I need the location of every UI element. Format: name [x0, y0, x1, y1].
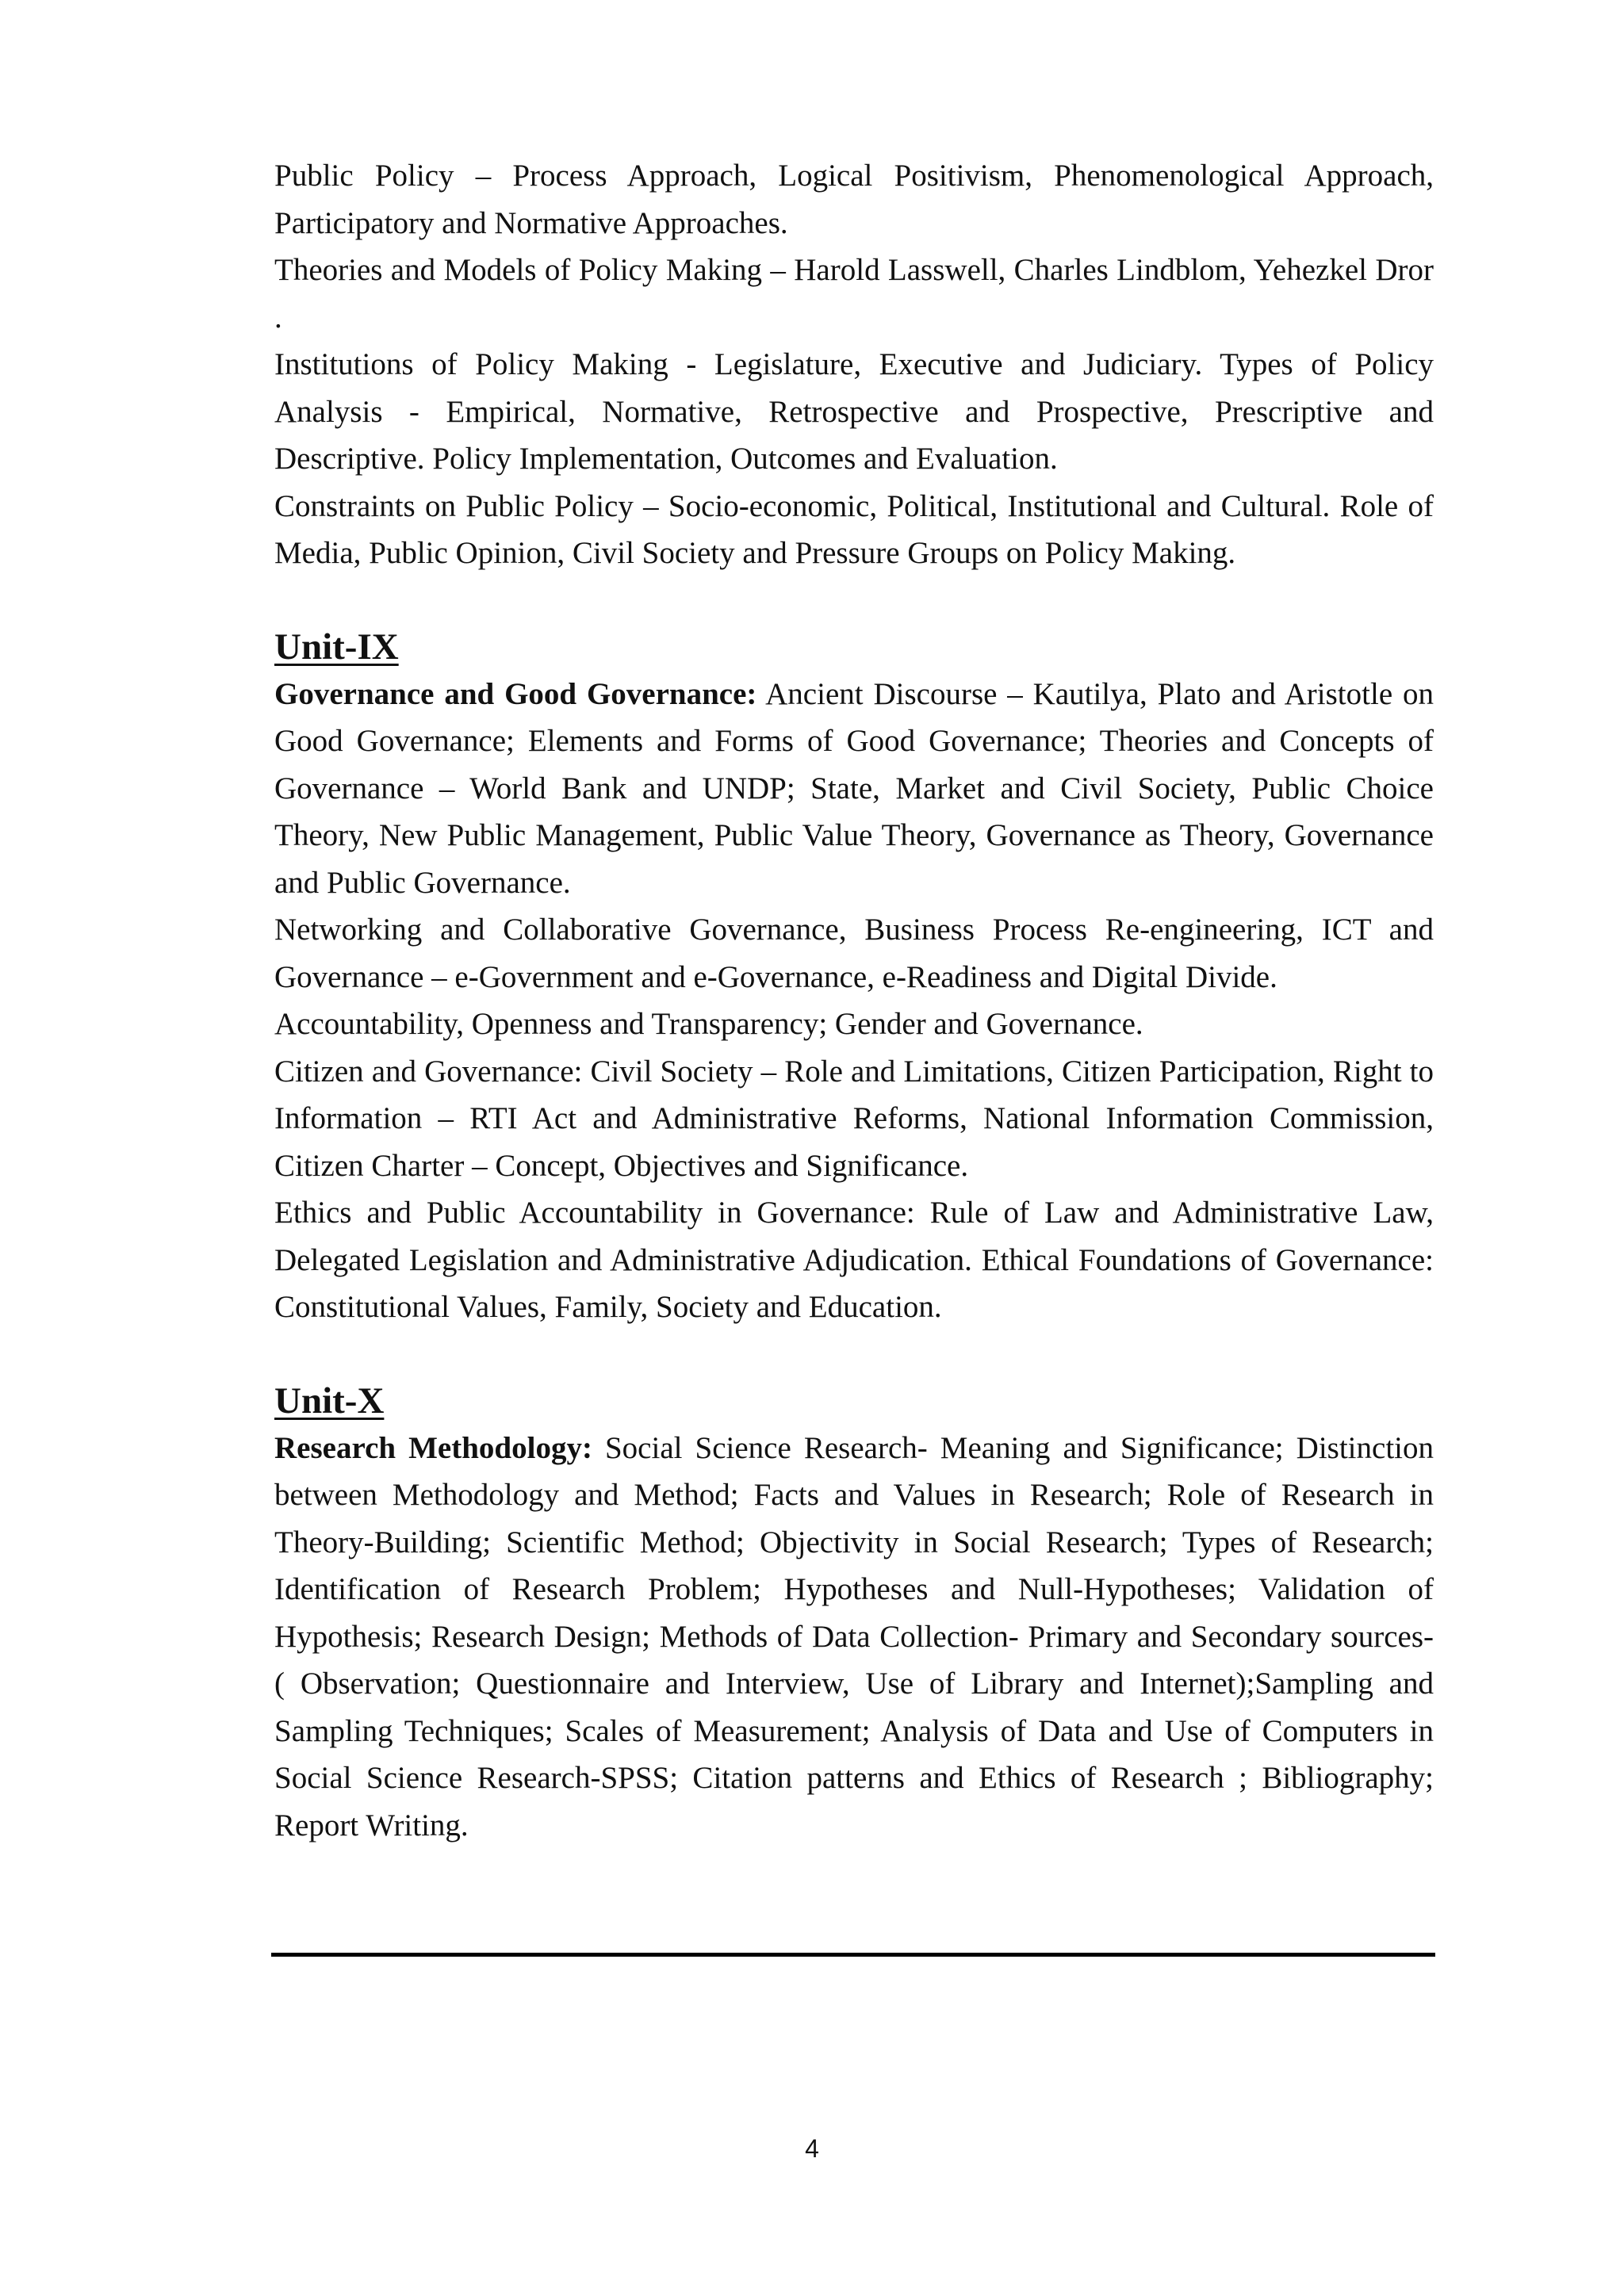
research-methodology-lead-label: Research Methodology: [274, 1430, 592, 1465]
paragraph-citizen-governance: Citizen and Governance: Civil Society – Role and Limitations, Citizen Participation, Right to Information – RTI Act and Administrative Reforms, National Information Commission, Citizen Charter – Concept, Objectives and Significance. [274, 1054, 1434, 1183]
page-number: 4 [805, 2134, 819, 2163]
paragraph-constraints-public-policy: Constraints on Public Policy – Socio-economic, Political, Institutional and Cultural. Role of Media, Public Opinion, Civil Society and Pressure Groups on Policy Making. [274, 488, 1434, 570]
governance-lead-label: Governance and Good Governance: [274, 676, 757, 711]
paragraph-networking-collaborative: Networking and Collaborative Governance, Business Process Re-engineering, ICT and Governance – e-Government and e-Governance, e-Readiness and Digital Divide. [274, 913, 1434, 994]
unit-ix-section [274, 623, 1434, 1331]
paragraph-accountability: Accountability, Openness and Transparency; Gender and Governance. [274, 1007, 1143, 1041]
page-content [274, 152, 1434, 1849]
paragraph-research-methodology [274, 1425, 1434, 1850]
paragraph-theories-models: Theories and Models of Policy Making – Harold Lasswell, Charles Lindblom, Yehezkel Dror . [274, 253, 1434, 335]
unit-x-section [274, 1377, 1434, 1850]
paragraph-public-policy-approaches: Public Policy – Process Approach, Logical Positivism, Phenomenological Approach, Participatory and Normative Approaches. [274, 159, 1434, 240]
paragraph-ethics-accountability: Ethics and Public Accountability in Governance: Rule of Law and Administrative Law, Delegated Legislation and Administrative Adjudication. Ethical Foundations of Governance: Constitutional Values, Family, Society and Education. [274, 1196, 1434, 1324]
paragraph-institutions-policy-making: Institutions of Policy Making - Legislature, Executive and Judiciary. Types of Policy Analysis - Empirical, Normative, Retrospective and Prospective, Prescriptive and Descriptive. Policy Implementation, Outcomes and Evaluation. [274, 347, 1434, 476]
unit-x-heading: Unit-X [274, 1380, 385, 1422]
research-methodology-lead-text: Social Science Research- Meaning and Significance; Distinction between Methodology and Method; Facts and Values in Research; Role of Research in Theory-Building; Scientific Method; Objectivity in Social Research; Types of Research; Identification of Research Problem; Hypotheses and Null-Hypotheses; Validation of Hypothesis; Research Design; Methods of Data Collection- Primary and Secondary sources- ( Observation; Questionnaire and Interview, Use of Library and Internet);Sampling and Sampling Techniques; Scales of Measurement; Analysis of Data and Use of Computers in Social Science Research-SPSS; Citation patterns and Ethics of Research ; Bibliography; Report Writing. [274, 1430, 1434, 1843]
footer-divider [271, 1953, 1435, 1957]
governance-lead-text: Ancient Discourse – Kautilya, Plato and Aristotle on Good Governance; Elements and Forms of Good Governance; Theories and Concepts of Governance – World Bank and UNDP; State, Market and Civil Society, Public Choice Theory, New Public Management, Public Value Theory, Governance as Theory, Governance and Public Governance. [274, 676, 1434, 900]
public-policy-section [274, 152, 1434, 577]
paragraph-governance-good-governance [274, 671, 1434, 907]
unit-ix-heading: Unit-IX [274, 626, 399, 668]
